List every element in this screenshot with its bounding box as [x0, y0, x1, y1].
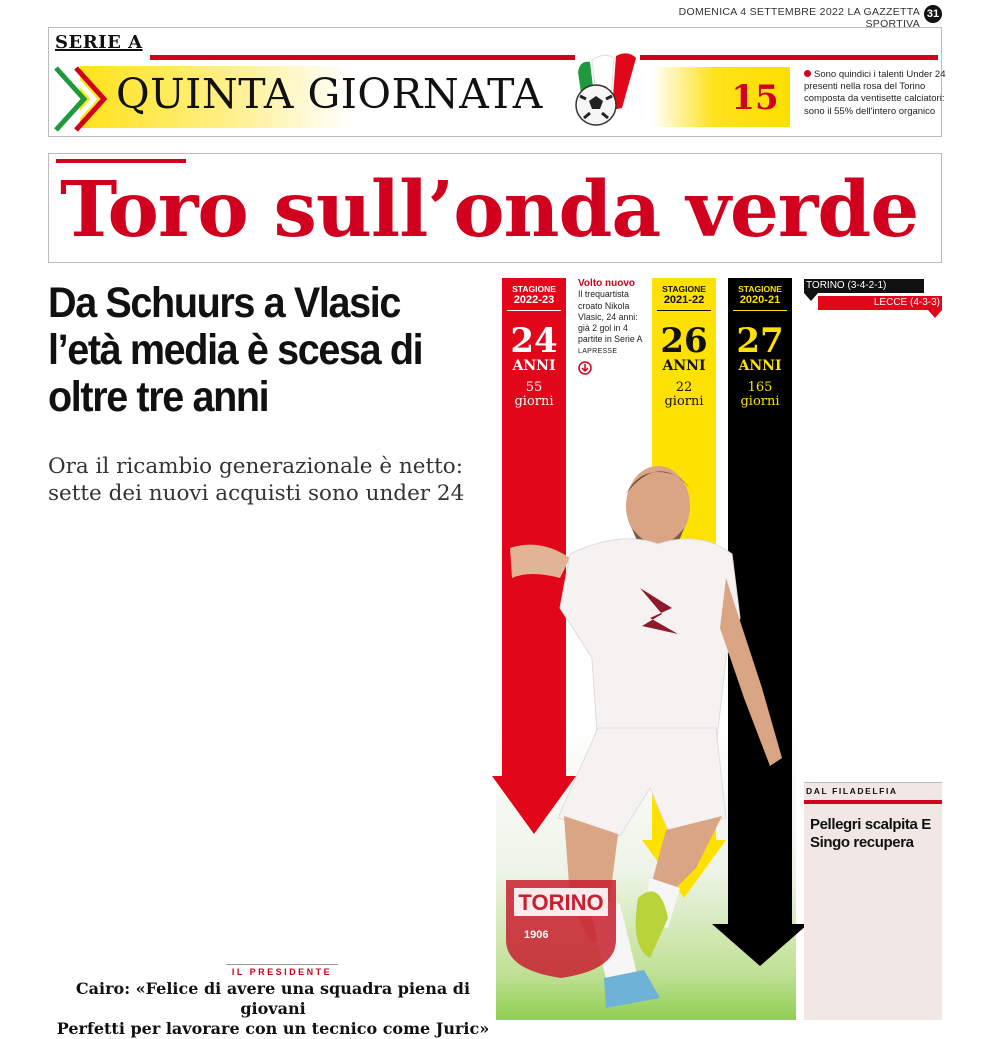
age-unit: ANNI [512, 358, 556, 374]
arrow-circle-down-icon [578, 361, 592, 375]
president-label: IL PRESIDENTE [231, 967, 333, 977]
bullet-icon [804, 70, 811, 77]
round-title: QUINTA GIORNATA [116, 70, 543, 118]
section-label: SERIE A [55, 32, 143, 53]
stat-note-text: Sono quindici i talenti Under 24 presenti nella rosa del Torino composta da ventisette calciatori: sono il 55% dell'intero organico [804, 69, 946, 117]
caption-text: Il trequartista croato Nikola Vlasic, 24 anni: già 2 gol in 4 partite in Serie A [578, 289, 643, 345]
triangle-down-icon [804, 293, 818, 301]
chevron-icon [52, 66, 112, 132]
season-years: 2021-22 [663, 294, 705, 306]
svg-text:TORINO: TORINO [518, 890, 604, 915]
season-label: STAGIONE [738, 284, 782, 294]
stat-note [804, 69, 946, 118]
page-number: 31 [924, 5, 942, 23]
season-years: 2020-21 [739, 294, 781, 306]
president-rule [226, 964, 338, 965]
stat-number: 15 [731, 78, 779, 118]
banner-rule [150, 55, 575, 60]
quote-line-1: Cairo: «Felice di avere una squadra piena di giovani [75, 979, 471, 1018]
days-unit: giorni [664, 394, 704, 409]
sidebar-red-rule [804, 800, 942, 804]
divider [733, 310, 787, 311]
season-label: STAGIONE [512, 284, 556, 294]
age-days: 55 [525, 380, 543, 395]
season-label: STAGIONE [662, 284, 706, 294]
main-headline: Toro sull’onda verde [60, 165, 919, 255]
headline-rule [56, 159, 186, 163]
photo-credit: LAPRESSE [578, 347, 618, 355]
days-unit: giorni [514, 394, 554, 409]
running-head: DOMENICA 4 SETTEMBRE 2022 LA GAZZETTA SPORTIVA [678, 6, 920, 30]
svg-text:1906: 1906 [524, 929, 549, 941]
age-days: 22 [675, 380, 693, 395]
age-days: 165 [747, 380, 773, 395]
formation-away: LECCE (4-3-3) [818, 296, 942, 310]
banner-rule-right [640, 55, 938, 60]
divider [657, 310, 711, 311]
caption-title: Volto nuovo [578, 278, 636, 289]
triangle-down-icon [928, 310, 942, 318]
photo-caption [578, 278, 648, 378]
article-subtitle: Ora il ricambio generazionale è netto: sette dei nuovi acquisti sono under 24 [48, 454, 465, 506]
age-years: 24 [510, 321, 558, 361]
sidebar-rule [804, 782, 942, 783]
formation-home: TORINO (3-4-2-1) [804, 279, 924, 293]
season-years: 2022-23 [513, 294, 555, 306]
president-quote [48, 979, 498, 1039]
sidebar-kicker: DAL FILADELFIA [806, 786, 898, 796]
age-unit: ANNI [662, 358, 706, 374]
article-title: Da Schuurs a Vlasic l’età media è scesa di oltre tre anni [48, 279, 423, 421]
age-years: 27 [736, 321, 784, 361]
age-unit: ANNI [738, 358, 782, 374]
days-unit: giorni [740, 394, 780, 409]
quote-line-2: Perfetti per lavorare con un tecnico come Juric» [56, 1019, 490, 1038]
torino-crest-icon [500, 876, 622, 980]
soccer-ball-icon [570, 52, 640, 130]
sidebar-title: Pellegri scalpita E Singo recupera [810, 816, 931, 851]
age-years: 26 [660, 321, 708, 361]
divider [507, 310, 561, 311]
